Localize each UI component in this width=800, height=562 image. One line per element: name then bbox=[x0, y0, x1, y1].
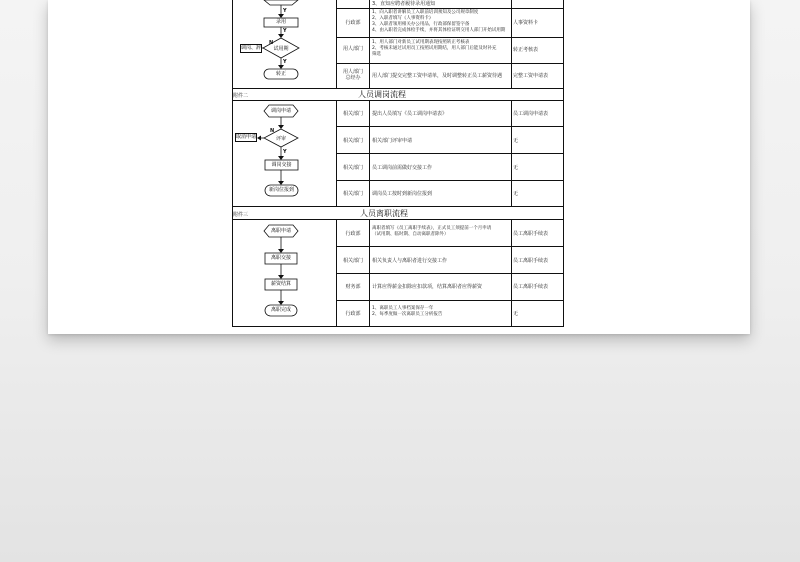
table-cell-dept: 相关部门 bbox=[342, 138, 363, 144]
table-cell-dept: 财务部 bbox=[345, 284, 361, 290]
table-cell-text: 1、离职员工人事档案保存一年 2、每季度做一次离职员工分析报告 bbox=[372, 306, 443, 317]
table-cell-form: 员工调岗申请表 bbox=[513, 111, 549, 117]
table-cell-dept: 相关部门 bbox=[342, 258, 363, 264]
table-border-bottom bbox=[232, 326, 564, 327]
table-cell-text: 相关部门评审申请 bbox=[372, 138, 413, 144]
table-cell-dept: 相关部门 bbox=[342, 165, 363, 171]
table-cell-form: 无 bbox=[513, 311, 519, 317]
table-cell-text: 提出人员填写《员工调岗申请表》 bbox=[372, 111, 448, 117]
flow-node-trial: 试用期 bbox=[273, 46, 289, 52]
table-cell-dept: 行政部 bbox=[345, 231, 361, 237]
table-cell-form: 完整工资申请表 bbox=[513, 73, 549, 79]
flow-node-cancel: 取消申请 bbox=[236, 134, 257, 140]
table-cell-form: 无 bbox=[513, 165, 519, 171]
section-title: 人员调岗流程 bbox=[358, 90, 406, 99]
table-cell-text: 员工调岗前需做好交接工作 bbox=[372, 165, 433, 171]
table-cell-form: 员工离职手续表 bbox=[513, 258, 549, 264]
table-border-right bbox=[563, 0, 564, 327]
appendix-label: 附件三 bbox=[233, 212, 249, 218]
table-cell-text: 3、直知应聘者履待录用通知 bbox=[372, 1, 436, 7]
flow-node-resign-complete: 离职完成 bbox=[270, 307, 291, 313]
flow-node-review: 评审 bbox=[275, 136, 286, 142]
table-cell-form: 人事资料卡 bbox=[513, 20, 539, 26]
table-cell-dept: 用人部门 bbox=[342, 46, 363, 52]
table-cell-text: 计算应得薪金扣除应扣款项，结算离职者应得薪资 bbox=[372, 284, 483, 290]
table-cell-dept: 行政部 bbox=[345, 20, 361, 26]
table-cell-text: 1、用人部门对新员工试用期表现按照转正考核表 2、考核未通过试用员工按照试用期结，用人部门后能及时补充 筛选 bbox=[372, 40, 497, 57]
flow-node-handover: 调岗交接 bbox=[271, 162, 292, 168]
table-cell-form: 员工离职手续表 bbox=[513, 231, 549, 237]
table-cell-text: 调岗员工按时到新岗位报到 bbox=[372, 191, 433, 197]
flow-node-transfer-request: 调岗申请 bbox=[270, 108, 291, 114]
table-cell-text: 1、向入职者讲解员工入职前培训须知及公司规章制度 2、入职者填写《人事资料卡》 3、入职者领用相关办公用品，行政部保留签字备 4、由入职者完成体检手续，并将其体检证明交用人部门开始试用期 bbox=[372, 10, 506, 33]
flow-node-salary-settle: 薪资结算 bbox=[270, 281, 291, 287]
flow-node-resign-request: 离职申请 bbox=[270, 228, 291, 234]
document-page: 3、直知应聘者履待录用通知 行政部 1、向入职者讲解员工入职前培训须知及公司规章制度 2、入职者填写《人事资料卡》 3、入职者领用相关办公用品，行政部保留签字备 4、由入职者完成体检手续，并将其体检证明交用人部门开始试用期 人事资料卡 用人部门 1、用人部门对新员工试用期表现按照转正考核表 2、考核未通过试用员工按照试用期结，用人部门后能及时补充 筛选 转正考核表 用人部门 总经办 用人部门提交完整工资申请单，及时调整转正员工薪资待遇 完整工资申请表 Y 录用 Y 试用期 N 调岗、辞 Y 转正 附件二 人员调岗流程 相关部门 提出人员填写《员工调岗申请表》 员工调岗申请表 相关部门 相关部门评审申请 无 相关部门 员工调岗前需做好交接工作 无 相关部门 调岗员工按时到新岗位报到 无 调岗申请 评审 取消申请 N Y 调岗交接 新岗位报到 附件三 人员离职流程 行政部 离职者填写《员工离职手续表》，正式员工须提前一个月申请 （试用期、临时期、自动离职者除外） 员工离职手续表 相关部门 相关负责人与离职者进行交接工作 员工离职手续表 财务部 计算应得薪金扣除应扣款项，结算离职者应得薪资 员工离职手续表 行政部 1、离职员工人事档案保存一年 2、每季度做一次离职员工分析报告 无 离职申请 离职交接 薪资结算 离职完成 bbox=[48, 0, 750, 334]
table-cell-form: 员工离职手续表 bbox=[513, 284, 549, 290]
table-cell-dept: 行政部 bbox=[345, 311, 361, 317]
table-cell-text: 离职者填写《员工离职手续表》，正式员工须提前一个月申请 （试用期、临时期、自动离职者除外） bbox=[372, 226, 492, 237]
table-cell-dept: 相关部门 bbox=[342, 191, 363, 197]
section-title: 人员离职流程 bbox=[360, 209, 408, 218]
flow-node-new-post: 新岗位报到 bbox=[268, 187, 294, 193]
table-cell-form: 转正考核表 bbox=[513, 47, 539, 53]
table-cell-text: 相关负责人与离职者进行交接工作 bbox=[372, 258, 448, 264]
table-cell-dept: 用人部门 总经办 bbox=[342, 69, 363, 81]
flow-node-transfer: 调岗、辞 bbox=[241, 45, 262, 51]
flow-node-resign-handover: 离职交接 bbox=[270, 255, 291, 261]
table-cell-dept: 相关部门 bbox=[342, 111, 363, 117]
table-cell-form: 无 bbox=[513, 191, 519, 197]
table-cell-form: 无 bbox=[513, 138, 519, 144]
flow-node-confirm: 转正 bbox=[275, 71, 286, 77]
flow-node-hire: 录用 bbox=[275, 19, 286, 25]
table-cell-text: 用人部门提交完整工资申请单，及时调整转正员工薪资待遇 bbox=[372, 73, 503, 79]
appendix-label: 附件二 bbox=[233, 93, 249, 99]
